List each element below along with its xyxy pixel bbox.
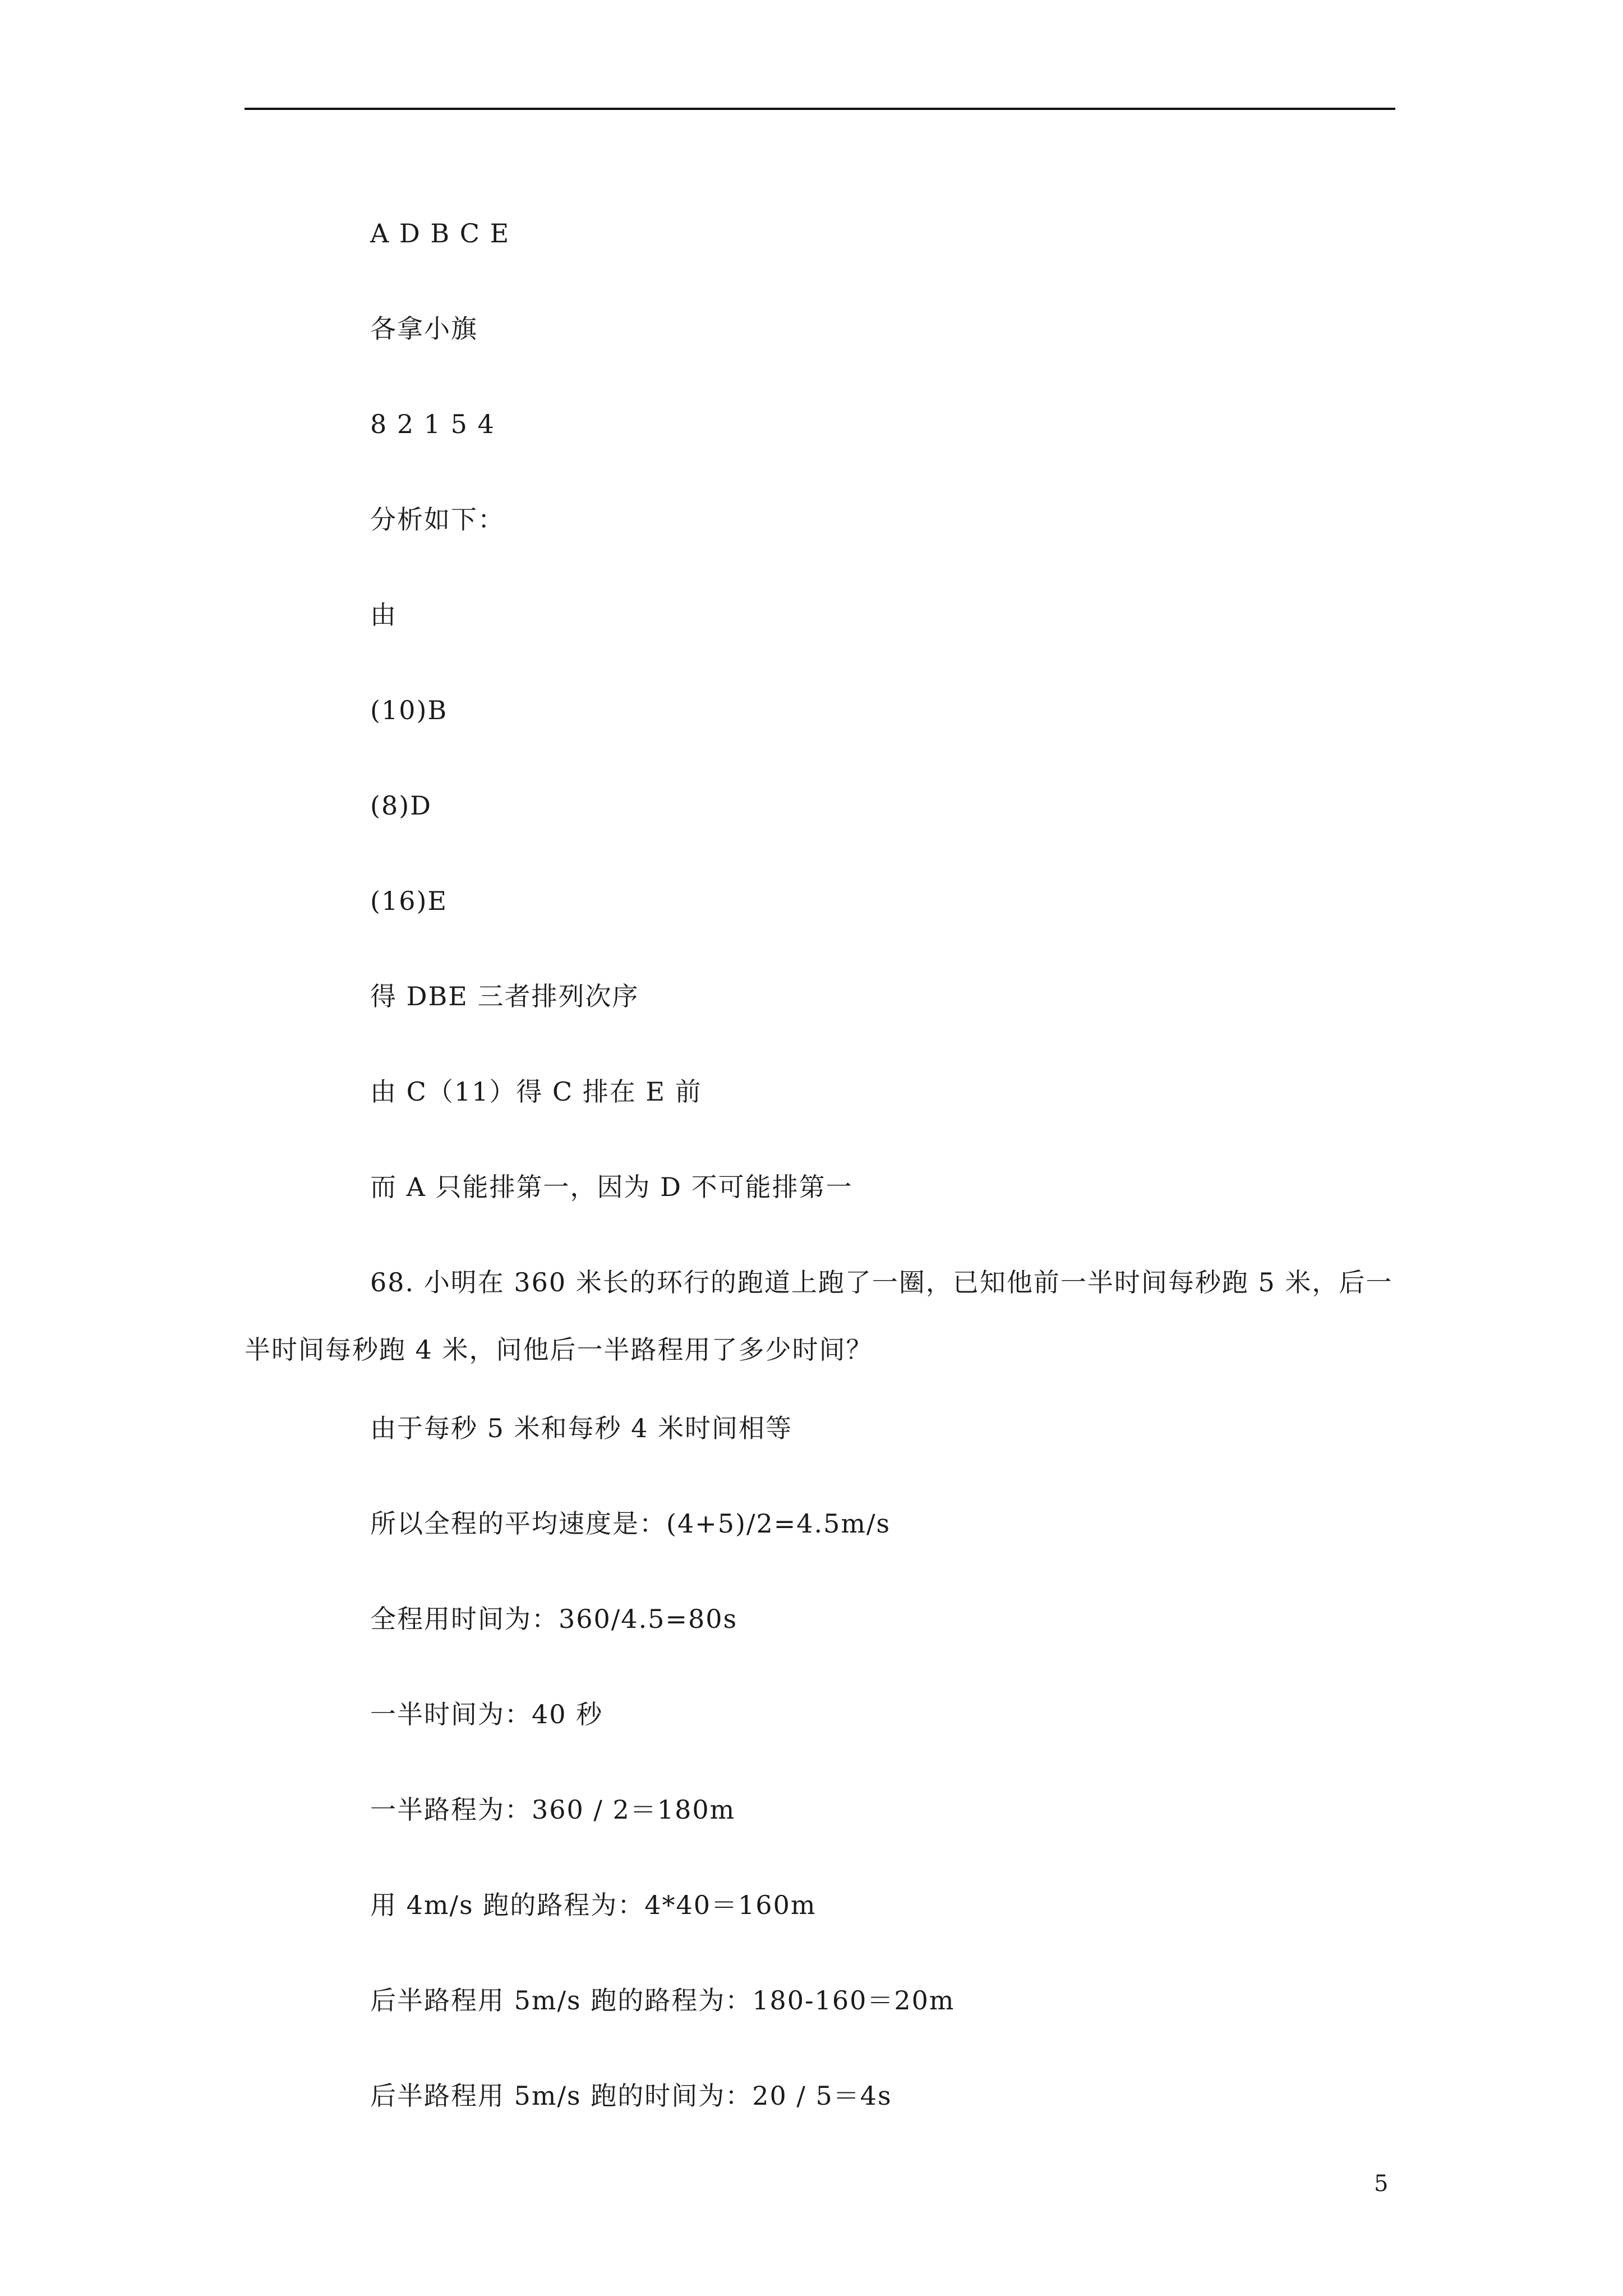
- text-line: 而 A 只能排第一，因为 D 不可能排第一: [370, 1172, 853, 1202]
- text-line: 8 2 1 5 4: [370, 409, 495, 439]
- text-line: 用 4m/s 跑的路程为：4*40＝160m: [370, 1890, 817, 1920]
- text-line: 全程用时间为：360/4.5=80s: [370, 1604, 738, 1634]
- text-line: 一半时间为：40 秒: [370, 1699, 603, 1729]
- text-line: 由 C（11）得 C 排在 E 前: [370, 1076, 702, 1107]
- text-line: A D B C E: [370, 218, 510, 249]
- question-paragraph: 68. 小明在 360 米长的环行的跑道上跑了一圈，已知他前一半时间每秒跑 5 米，后一半时间每秒跑 4 米，问他后一半路程用了多少时间？: [245, 1267, 1393, 1365]
- text-line: 后半路程用 5m/s 跑的时间为：20 / 5＝4s: [370, 2081, 892, 2111]
- text-line: 后半路程用 5m/s 跑的路程为：180-160＝20m: [370, 1985, 955, 2016]
- text-line: 由于每秒 5 米和每秒 4 米时间相等: [370, 1413, 793, 1443]
- text-line: 得 DBE 三者排列次序: [370, 981, 639, 1011]
- page-number: 5: [1374, 2171, 1389, 2197]
- text-line: (10)B: [370, 695, 448, 725]
- text-line: 由: [370, 600, 397, 630]
- text-line: 分析如下：: [370, 504, 505, 535]
- text-line: 所以全程的平均速度是：(4+5)/2=4.5m/s: [370, 1508, 891, 1539]
- text-line: (8)D: [370, 790, 432, 821]
- header-rule: [245, 108, 1395, 110]
- text-line: 各拿小旗: [370, 314, 478, 344]
- text-line: (16)E: [370, 886, 448, 916]
- text-line: 一半路程为：360 / 2＝180m: [370, 1795, 736, 1825]
